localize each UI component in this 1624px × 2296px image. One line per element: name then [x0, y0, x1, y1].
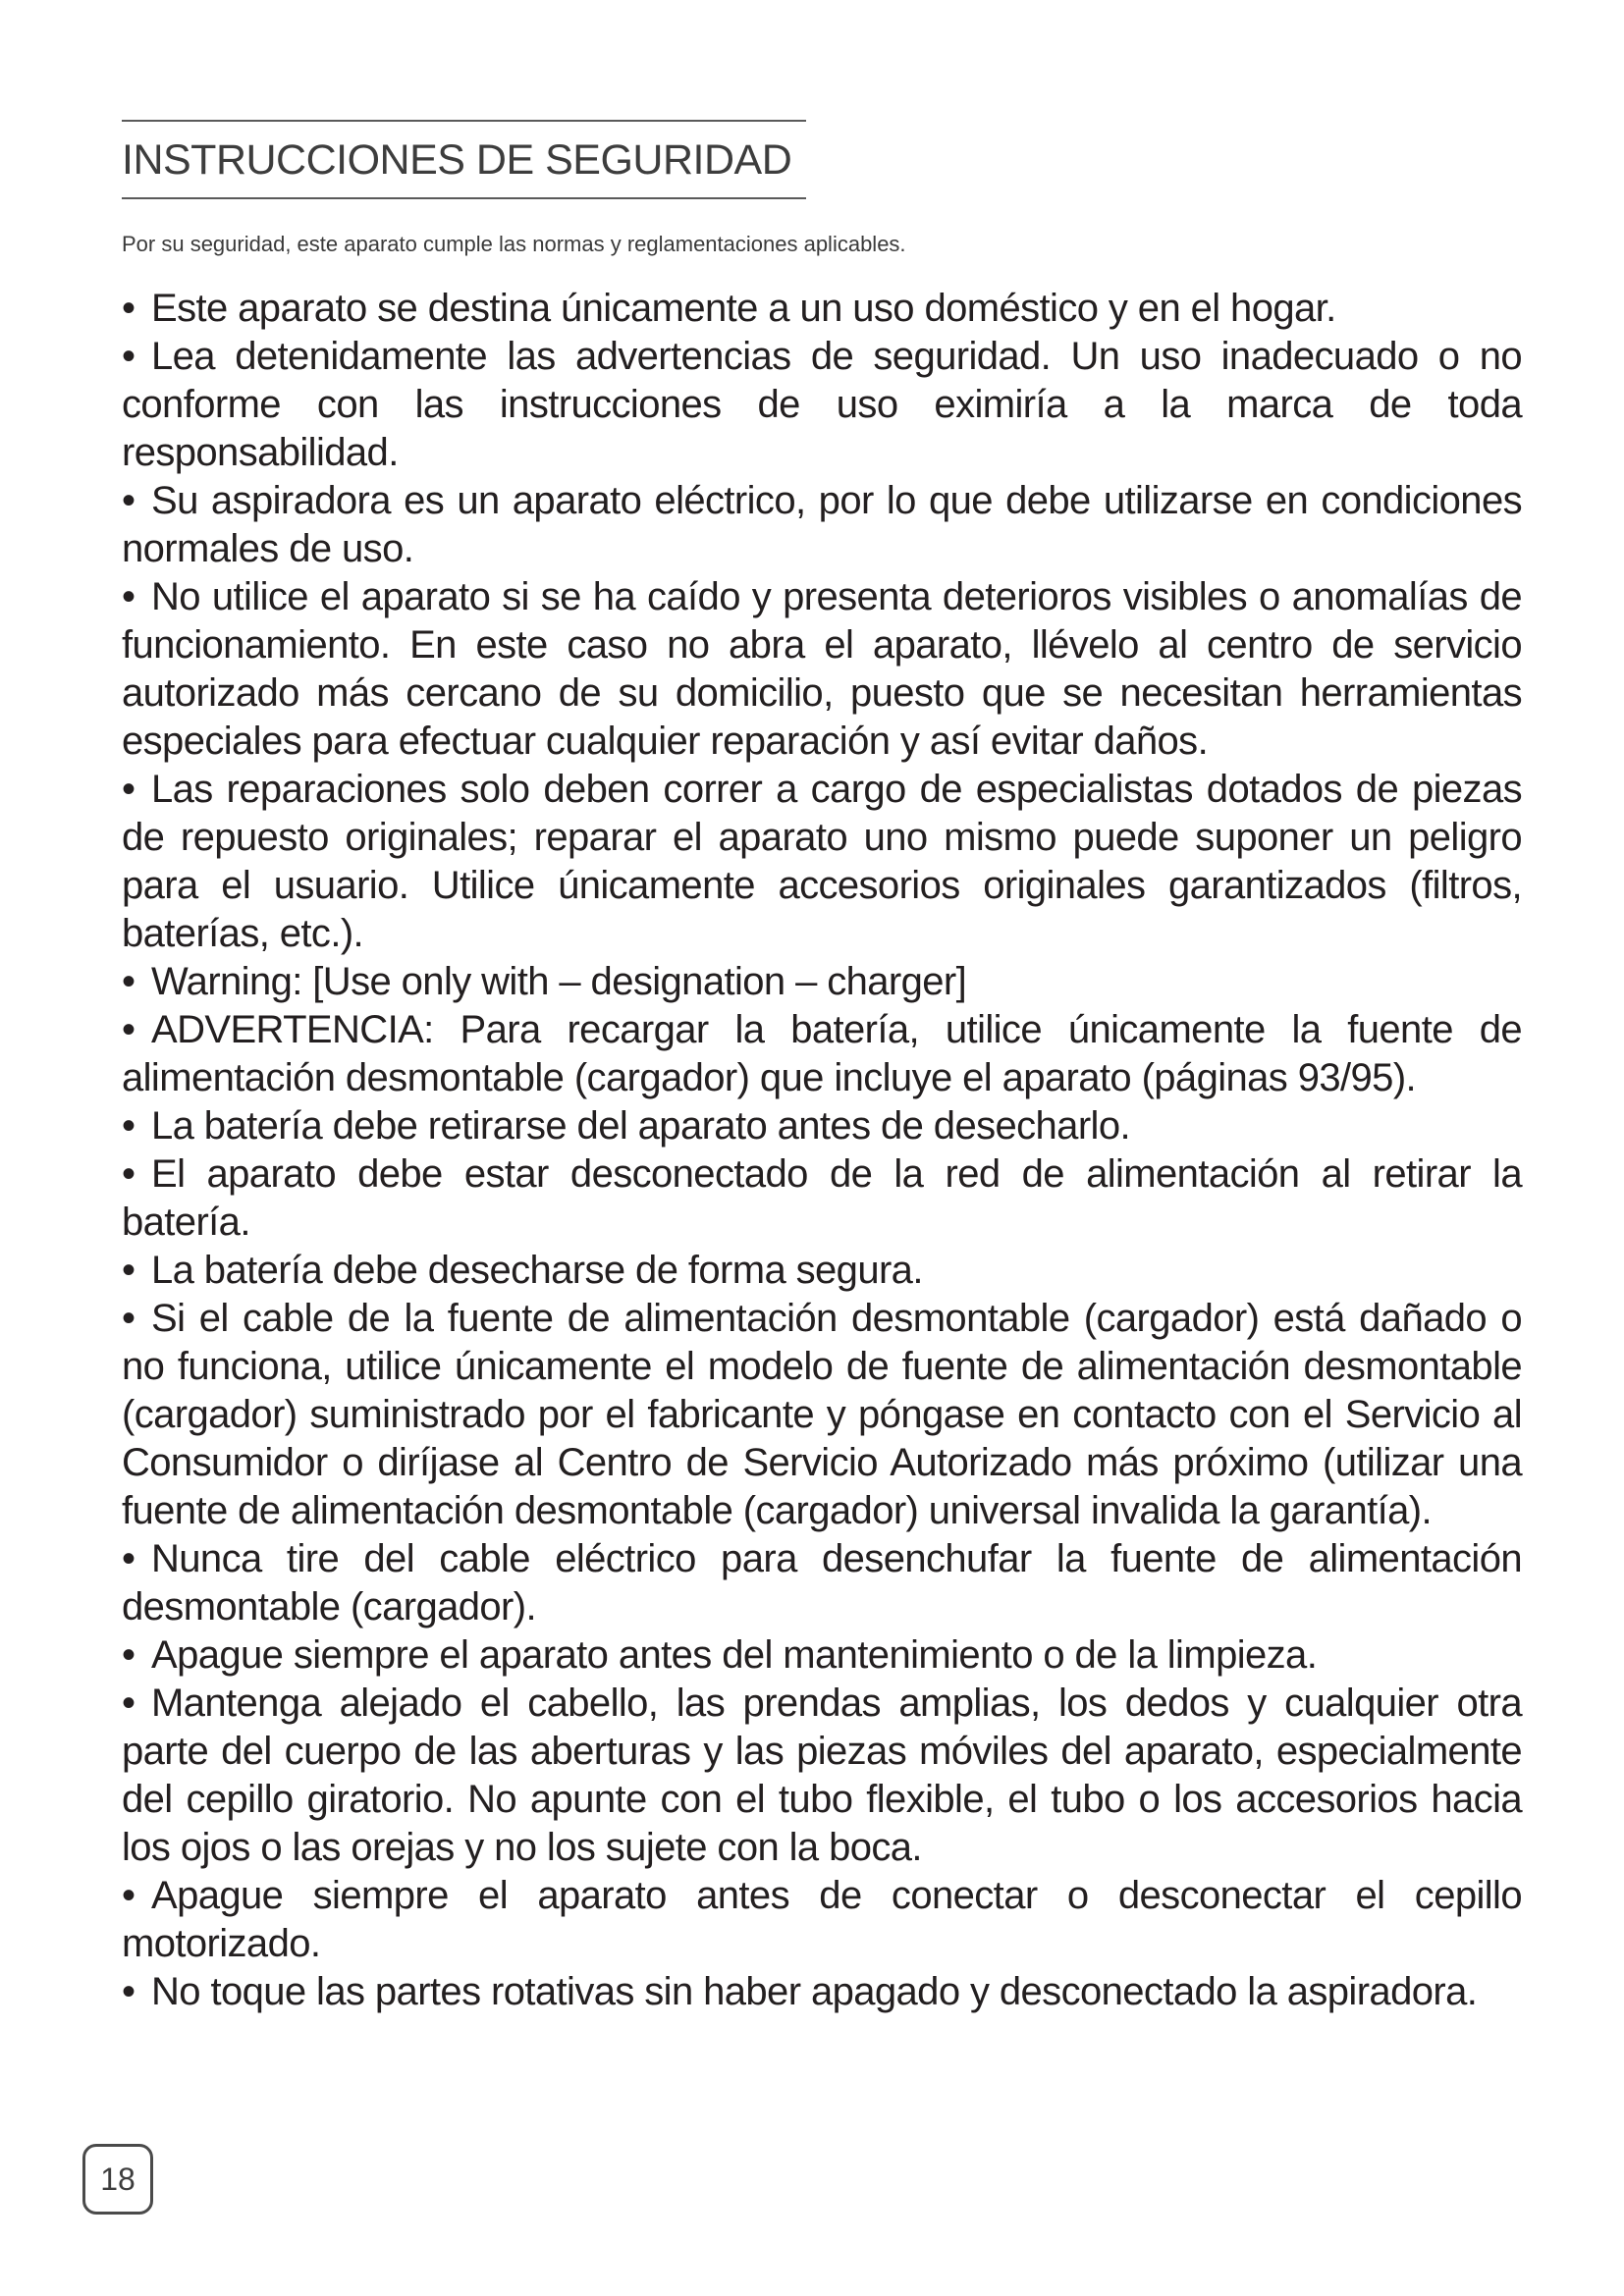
- list-item: [122, 1631, 1522, 1680]
- list-item: [122, 1150, 1522, 1247]
- list-item-text: ADVERTENCIA: Para recargar la batería, utilice únicamente la fuente de alimentación desmontable (cargador) que incluye el aparato (páginas 93/95).: [122, 1008, 1522, 1099]
- bullet-icon: •: [122, 287, 135, 330]
- bullet-icon: •: [122, 479, 135, 522]
- list-item-text: Mantenga alejado el cabello, las prendas amplias, los dedos y cualquier otra parte del cuerpo de las aberturas y las piezas móviles del aparato, especialmente del cepillo giratorio. No apunte con el tubo flexible, el tubo o los accesorios hacia los ojos o las orejas y no los sujete con la boca.: [122, 1682, 1522, 1869]
- list-item: [122, 573, 1522, 766]
- bullet-icon: •: [122, 335, 135, 378]
- list-item-text: Su aspiradora es un aparato eléctrico, por lo que debe utilizarse en condiciones normales de uso.: [122, 479, 1522, 570]
- bullet-icon: •: [122, 1104, 135, 1148]
- bullet-icon: •: [122, 1152, 135, 1196]
- list-item: [122, 285, 1522, 333]
- list-item-text: Si el cable de la fuente de alimentación desmontable (cargador) está dañado o no funciona, utilice únicamente el modelo de fuente de alimentación desmontable (cargador) suministrado por el fabricante y póngase en contacto con el Servicio al Consumidor o diríjase al Centro de Servicio Autorizado más próximo (utilizar una fuente de alimentación desmontable (cargador) universal invalida la garantía).: [122, 1297, 1522, 1532]
- list-item-text: No toque las partes rotativas sin haber apagado y desconectado la aspiradora.: [151, 1970, 1478, 2013]
- bullet-icon: •: [122, 1249, 135, 1292]
- list-item: [122, 766, 1522, 958]
- list-item-text: La batería debe retirarse del aparato antes de desecharlo.: [151, 1104, 1130, 1148]
- bullet-icon: •: [122, 1008, 135, 1051]
- list-item: [122, 1247, 1522, 1295]
- header-top-rule: [122, 120, 806, 122]
- page-title: INSTRUCCIONES DE SEGURIDAD: [122, 136, 792, 184]
- intro-text: Por su seguridad, este aparato cumple las normas y reglamentaciones aplicables.: [122, 232, 906, 256]
- bullet-icon: •: [122, 1297, 135, 1340]
- list-item: [122, 333, 1522, 477]
- list-item-text: Apague siempre el aparato antes de conectar o desconectar el cepillo motorizado.: [122, 1874, 1522, 1965]
- list-item: [122, 477, 1522, 573]
- list-item-text: Nunca tire del cable eléctrico para desenchufar la fuente de alimentación desmontable (cargador).: [122, 1537, 1522, 1629]
- bullet-icon: •: [122, 1874, 135, 1917]
- page-number-badge: [82, 2144, 153, 2215]
- list-item: [122, 1006, 1522, 1102]
- page-number: 18: [100, 2161, 135, 2197]
- bullet-icon: •: [122, 575, 135, 618]
- list-item-text: Lea detenidamente las advertencias de seguridad. Un uso inadecuado o no conforme con las instrucciones de uso eximiría a la marca de toda responsabilidad.: [122, 335, 1522, 474]
- list-item-text: Este aparato se destina únicamente a un uso doméstico y en el hogar.: [151, 287, 1336, 330]
- list-item: [122, 958, 1522, 1006]
- list-item-text: No utilice el aparato si se ha caído y presenta deterioros visibles o anomalías de funcionamiento. En este caso no abra el aparato, llévelo al centro de servicio autorizado más cercano de su domicilio, puesto que se necesitan herramientas especiales para efectuar cualquier reparación y así evitar daños.: [122, 575, 1522, 763]
- list-item: [122, 1535, 1522, 1631]
- list-item: [122, 1680, 1522, 1872]
- safety-list: [122, 285, 1522, 2016]
- list-item: [122, 1102, 1522, 1150]
- list-item-text: Las reparaciones solo deben correr a cargo de especialistas dotados de piezas de repuesto originales; reparar el aparato uno mismo puede suponer un peligro para el usuario. Utilice únicamente accesorios originales garantizados (filtros, baterías, etc.).: [122, 768, 1522, 955]
- list-item: [122, 1872, 1522, 1968]
- list-item-text: Apague siempre el aparato antes del mantenimiento o de la limpieza.: [151, 1633, 1318, 1677]
- bullet-icon: •: [122, 768, 135, 811]
- list-item: [122, 1968, 1522, 2016]
- bullet-icon: •: [122, 1970, 135, 2013]
- list-item-text: La batería debe desecharse de forma segura.: [151, 1249, 923, 1292]
- bullet-icon: •: [122, 1537, 135, 1580]
- bullet-icon: •: [122, 1633, 135, 1677]
- bullet-icon: •: [122, 960, 135, 1003]
- list-item-text: Warning: [Use only with – designation – charger]: [151, 960, 967, 1003]
- list-item-text: El aparato debe estar desconectado de la red de alimentación al retirar la batería.: [122, 1152, 1522, 1244]
- header-bottom-rule: [122, 197, 806, 199]
- list-item: [122, 1295, 1522, 1535]
- section-header: [122, 120, 806, 199]
- bullet-icon: •: [122, 1682, 135, 1725]
